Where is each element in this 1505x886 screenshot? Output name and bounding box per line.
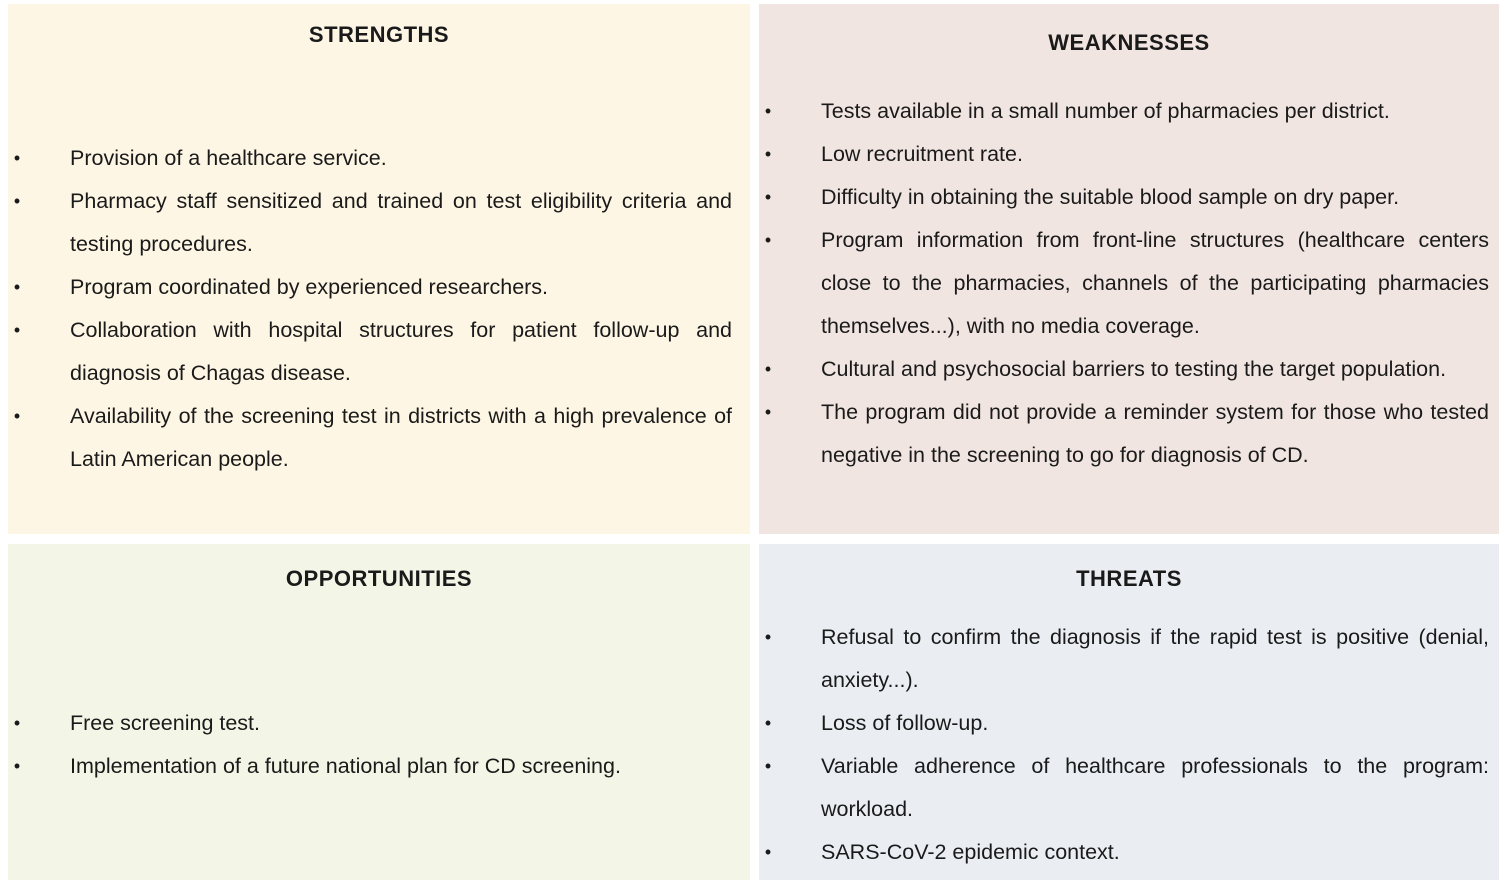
strengths-item-text: Provision of a healthcare service. (70, 146, 387, 170)
strengths-quadrant (8, 4, 750, 534)
bullet-icon: • (13, 406, 21, 426)
bullet-icon: • (764, 187, 772, 207)
bullet-icon: • (13, 277, 21, 297)
strengths-item-text: Pharmacy staff sensitized and trained on test eligibility criteria and testing procedures. (70, 189, 732, 256)
strengths-title: STRENGTHS (308, 22, 450, 47)
weaknesses-item-text: The program did not provide a reminder system for those who tested negative in the screening to go for diagnosis of CD. (821, 400, 1489, 467)
bullet-icon: • (764, 230, 772, 250)
bullet-icon: • (13, 191, 21, 211)
threats-item-text: Variable adherence of healthcare professionals to the program: workload. (821, 754, 1489, 821)
weaknesses-list (763, 90, 1489, 477)
bullet-icon: • (764, 756, 772, 776)
opportunities-list (12, 702, 732, 788)
bullet-icon: • (13, 148, 21, 168)
bullet-icon: • (764, 627, 772, 647)
threats-item (763, 702, 1489, 745)
bullet-icon: • (764, 402, 772, 422)
opportunities-quadrant (8, 544, 750, 880)
bullet-icon: • (764, 842, 772, 862)
threats-item (763, 831, 1489, 874)
strengths-item-text: Collaboration with hospital structures for patient follow-up and diagnosis of Chagas disease. (70, 318, 732, 385)
strengths-item-text: Program coordinated by experienced researchers. (70, 275, 549, 299)
opportunities-item (12, 745, 732, 788)
opportunities-item-text: Implementation of a future national plan for CD screening. (70, 754, 621, 778)
weaknesses-item (763, 391, 1489, 477)
threats-title: THREATS (1076, 566, 1182, 591)
weaknesses-title: WEAKNESSES (1048, 30, 1210, 55)
strengths-item (12, 309, 732, 395)
bullet-icon: • (764, 359, 772, 379)
bullet-icon: • (13, 320, 21, 340)
threats-list (763, 616, 1489, 874)
bullet-icon: • (13, 756, 21, 776)
strengths-item (12, 137, 732, 180)
threats-item-text: SARS-CoV-2 epidemic context. (821, 840, 1120, 864)
strengths-item (12, 180, 732, 266)
weaknesses-item (763, 133, 1489, 176)
threats-quadrant (759, 544, 1499, 880)
strengths-list (12, 137, 732, 481)
weaknesses-item (763, 176, 1489, 219)
opportunities-item-text: Free screening test. (70, 711, 261, 735)
weaknesses-item-text: Difficulty in obtaining the suitable blood sample on dry paper. (821, 185, 1400, 209)
bullet-icon: • (764, 713, 772, 733)
threats-item (763, 616, 1489, 702)
weaknesses-quadrant (759, 4, 1499, 534)
threats-item-text: Loss of follow-up. (821, 711, 989, 735)
weaknesses-item-text: Program information from front-line structures (healthcare centers close to the pharmacies, channels of the participating pharmacies themselves...), with no media coverage. (821, 228, 1489, 338)
weaknesses-item (763, 348, 1489, 391)
weaknesses-item-text: Cultural and psychosocial barriers to testing the target population. (821, 357, 1447, 381)
opportunities-title: OPPORTUNITIES (285, 566, 473, 591)
threats-item (763, 745, 1489, 831)
bullet-icon: • (764, 101, 772, 121)
bullet-icon: • (13, 713, 21, 733)
weaknesses-item-text: Tests available in a small number of pharmacies per district. (821, 99, 1390, 123)
threats-item-text: Refusal to confirm the diagnosis if the rapid test is positive (denial, anxiety...). (821, 625, 1489, 692)
strengths-item (12, 395, 732, 481)
weaknesses-item-text: Low recruitment rate. (821, 142, 1023, 166)
weaknesses-item (763, 219, 1489, 348)
strengths-item (12, 266, 732, 309)
bullet-icon: • (764, 144, 772, 164)
opportunities-item (12, 702, 732, 745)
weaknesses-item (763, 90, 1489, 133)
strengths-item-text: Availability of the screening test in districts with a high prevalence of Latin American people. (70, 404, 732, 471)
